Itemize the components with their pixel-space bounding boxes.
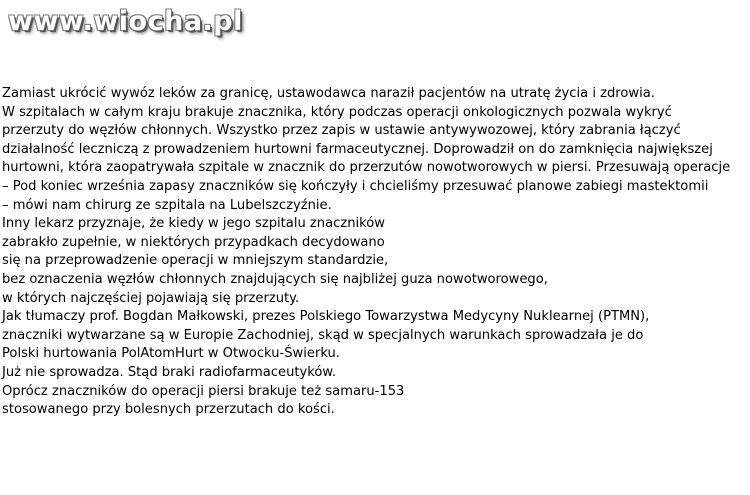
text-line: przerzuty do węzłów chłonnych. Wszystko przez zapis w ustawie antywywozowej, który zabrania łączyć (2, 123, 681, 139)
text-line: hurtowni, która zaopatrywała szpitale w znacznik do przerzutów nowotworowych w piersi. Przesuwają operacje (2, 160, 731, 176)
text-line: Oprócz znaczników do operacji piersi brakuje też samaru-153 (2, 383, 405, 399)
text-line: zabrakło zupełnie, w niektórych przypadkach decydowano (2, 234, 385, 250)
watermark-logo: www.wiocha.pl (8, 6, 243, 37)
text-line: – Pod koniec września zapasy znaczników się kończyły i chcieliśmy przesuwać planowe zabiegi mastektomii (2, 178, 709, 194)
text-line: znaczniki wytwarzane są w Europie Zachodniej, skąd w specjalnych warunkach sprowadzała je do (2, 327, 644, 343)
text-line: stosowanego przy bolesnych przerzutach do kości. (2, 402, 335, 418)
text-line: działalność leczniczą z prowadzeniem hurtowni farmaceutycznej. Doprowadził on do zamknięcia największej (2, 141, 713, 157)
text-line: Inny lekarz przyznaje, że kiedy w jego szpitalu znaczników (2, 216, 385, 232)
text-line: Już nie sprowadza. Stąd braki radiofarmaceutyków. (2, 364, 337, 380)
text-line: Polski hurtowania PolAtomHurt w Otwocku-Świerku. (2, 346, 340, 362)
article-text (2, 85, 750, 420)
text-line: Jak tłumaczy prof. Bogdan Małkowski, prezes Polskiego Towarzystwa Medycyny Nuklearnej (PTMN), (2, 309, 650, 325)
text-line: Zamiast ukrócić wywóz leków za granicę, ustawodawca naraził pacjentów na utratę życia i zdrowia. (2, 86, 655, 101)
text-line: bez oznaczenia węzłów chłonnych znajdujących się najbliżej guza nowotworowego, (2, 271, 548, 287)
text-line: – mówi nam chirurg ze szpitala na Lubelszczyźnie. (2, 197, 332, 213)
text-line: się na przeprowadzenie operacji w mniejszym standardzie, (2, 253, 389, 269)
text-line: W szpitalach w całym kraju brakuje znacznika, który podczas operacji onkologicznych pozwala wykryć (2, 104, 672, 120)
text-line: w których najczęściej pojawiają się przerzuty. (2, 290, 300, 306)
